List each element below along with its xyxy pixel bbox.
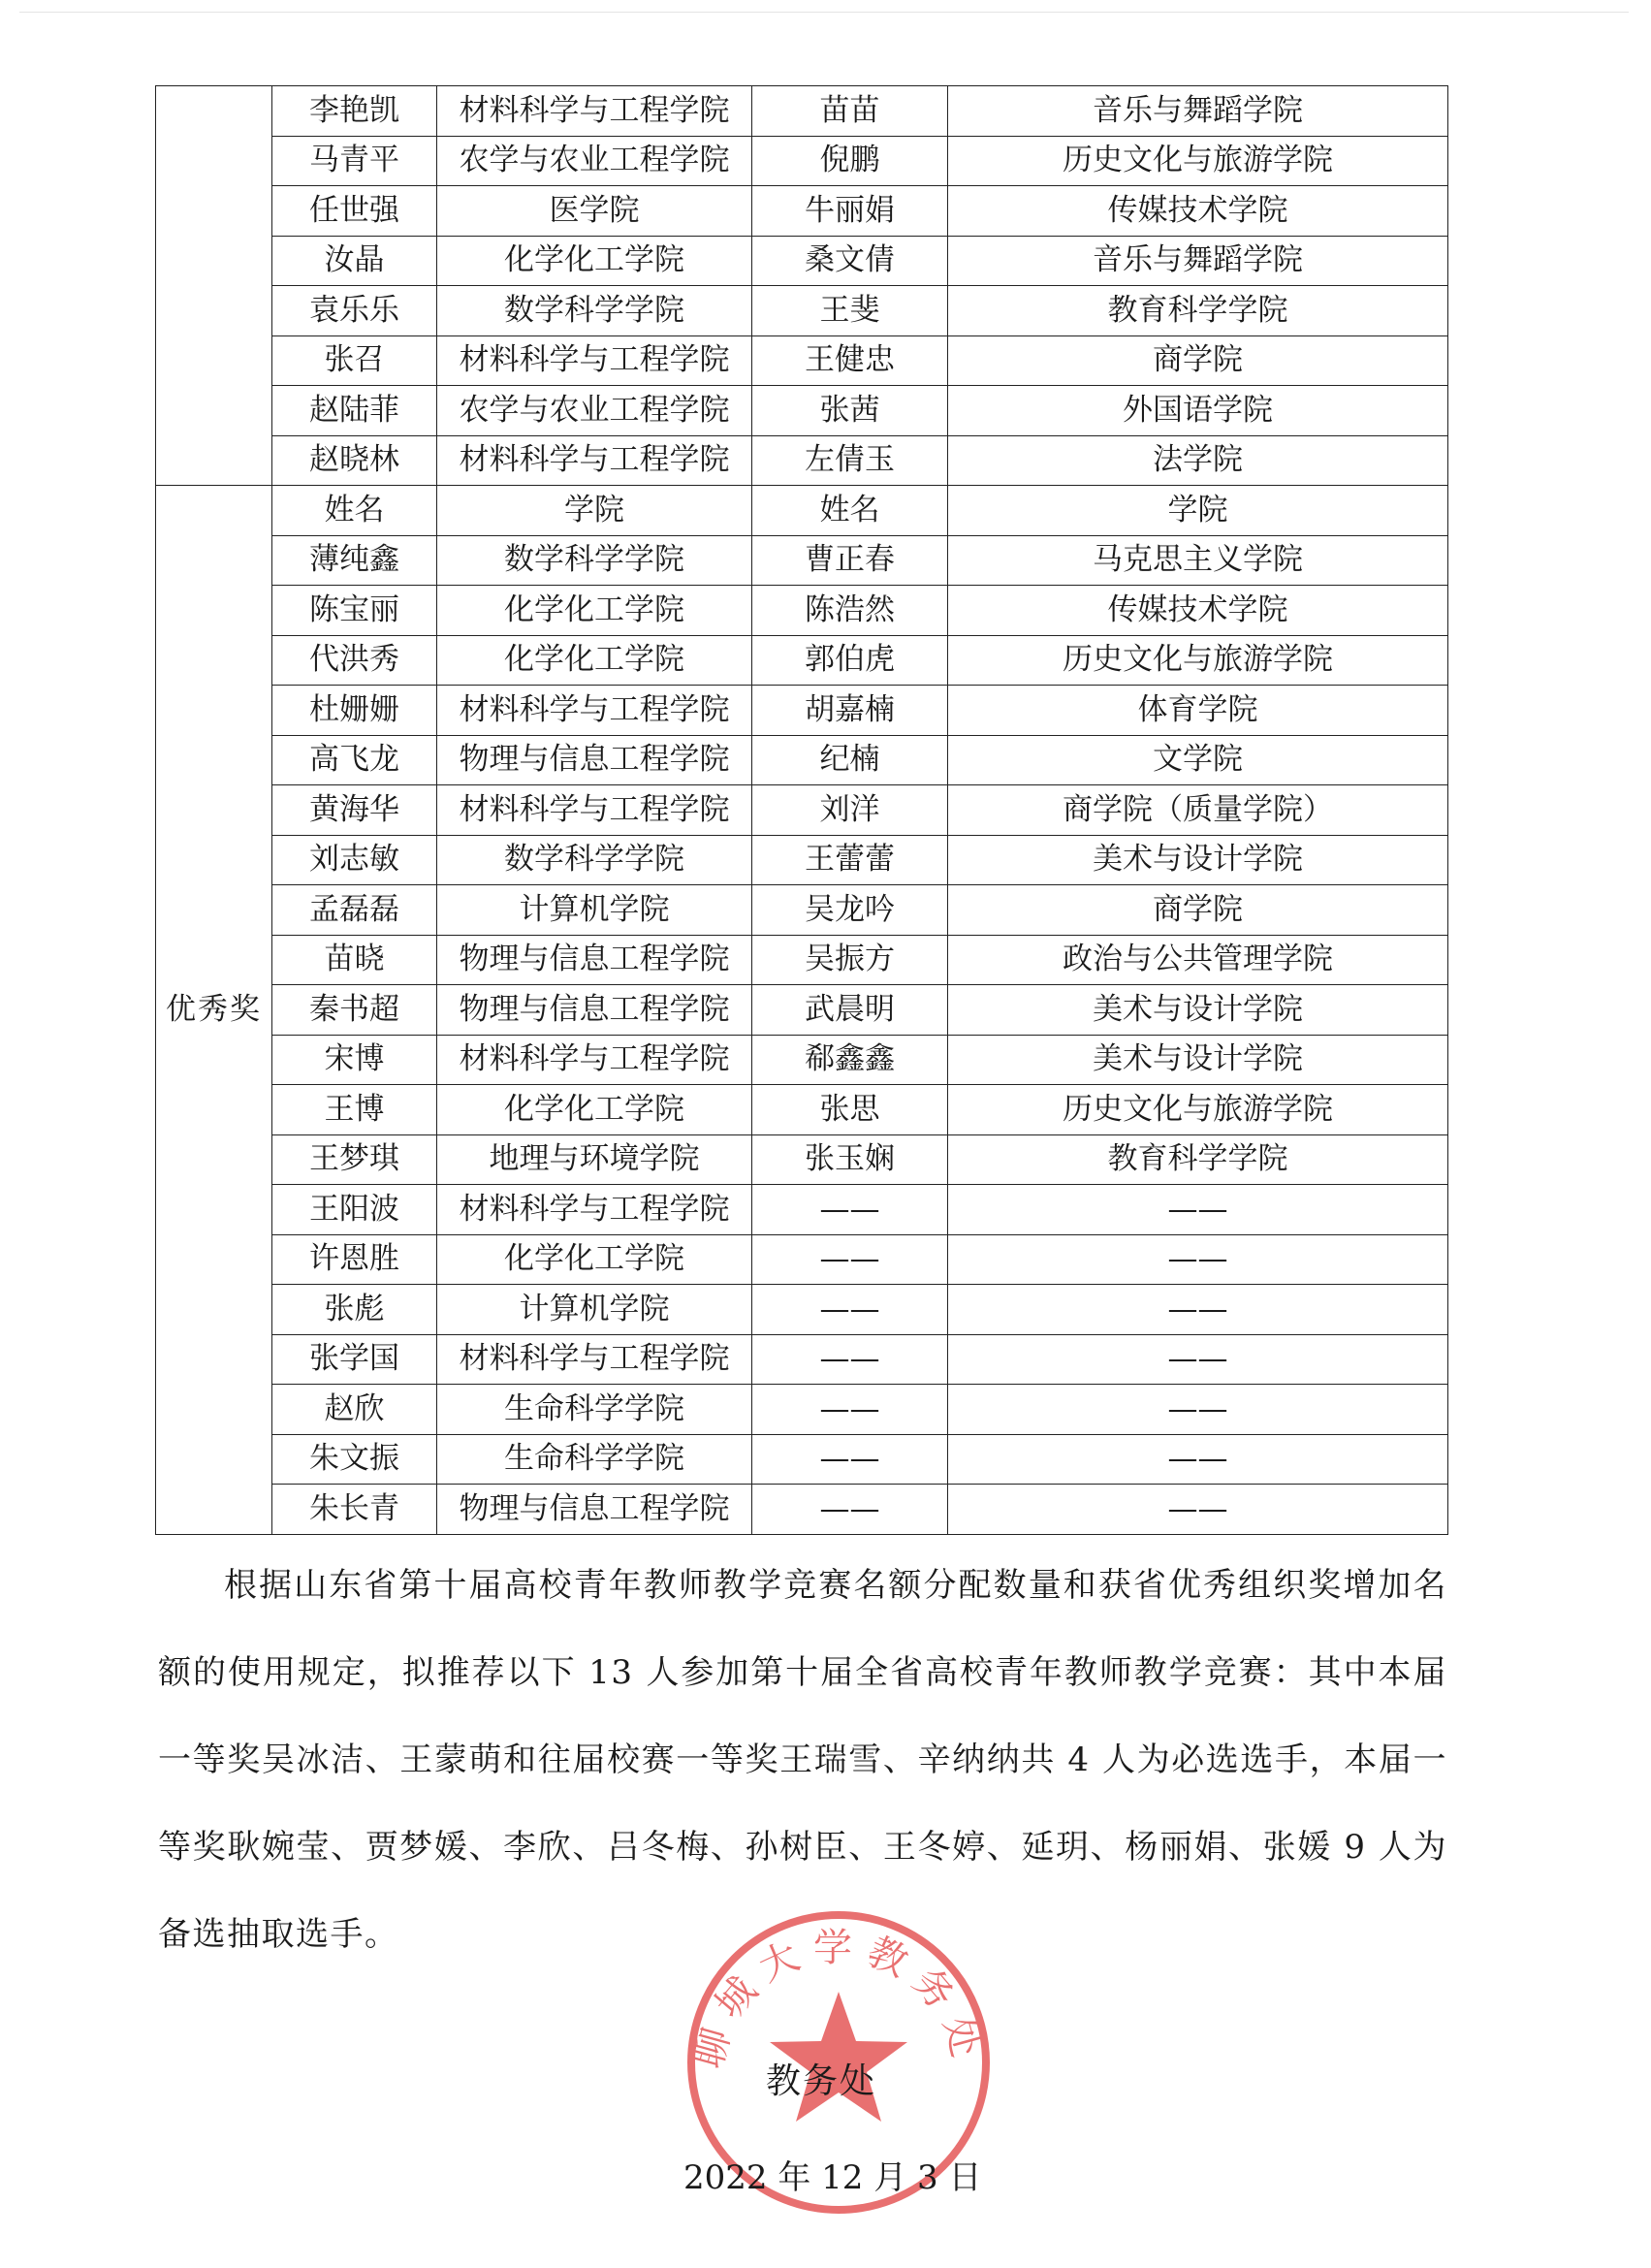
- cell-name1: 袁乐乐: [272, 286, 437, 336]
- cell-name1: 王阳波: [272, 1185, 437, 1235]
- cell-college2: 学院: [948, 486, 1448, 536]
- cell-college1: 化学化工学院: [437, 635, 752, 686]
- table-row: [156, 86, 1448, 137]
- cell-name2: 王健忠: [752, 335, 948, 386]
- scan-edge-line: [19, 12, 1629, 13]
- cell-college2: ——: [948, 1234, 1448, 1285]
- cell-college1: 数学科学学院: [437, 535, 752, 586]
- cell-college1: 物理与信息工程学院: [437, 985, 752, 1036]
- cell-name2: ——: [752, 1285, 948, 1335]
- cell-college2: 历史文化与旅游学院: [948, 1085, 1448, 1135]
- cell-name2: 张思: [752, 1085, 948, 1135]
- cell-name1: 高飞龙: [272, 735, 437, 785]
- cell-name2: 姓名: [752, 486, 948, 536]
- table-row: [156, 136, 1448, 186]
- cell-college1: 化学化工学院: [437, 1085, 752, 1135]
- cell-name1: 王梦琪: [272, 1134, 437, 1185]
- cell-college2: 教育科学学院: [948, 286, 1448, 336]
- table-row: [156, 335, 1448, 386]
- seal-text: 聊城大学教务处: [685, 1926, 992, 2073]
- cell-college2: 政治与公共管理学院: [948, 935, 1448, 985]
- cell-name2: 武晨明: [752, 985, 948, 1036]
- cell-name1: 张学国: [272, 1334, 437, 1385]
- cell-college1: 医学院: [437, 186, 752, 237]
- cell-name1: 秦书超: [272, 985, 437, 1036]
- cell-name2: 张玉娴: [752, 1134, 948, 1185]
- cell-college1: 生命科学学院: [437, 1434, 752, 1485]
- cell-name2: 胡嘉楠: [752, 686, 948, 736]
- table-row: [156, 1434, 1448, 1485]
- cell-name1: 朱长青: [272, 1485, 437, 1535]
- cell-name1: 赵晓林: [272, 435, 437, 486]
- cell-college2: 音乐与舞蹈学院: [948, 236, 1448, 286]
- signature-date: 2022 年 12 月 3 日: [683, 2158, 982, 2197]
- cell-college1: 物理与信息工程学院: [437, 1485, 752, 1535]
- cell-name1: 汝晶: [272, 236, 437, 286]
- table-row: [156, 1334, 1448, 1385]
- cell-name1: 代洪秀: [272, 635, 437, 686]
- category-cell-continued: [156, 86, 272, 486]
- cell-college2: 马克思主义学院: [948, 535, 1448, 586]
- cell-name2: ——: [752, 1185, 948, 1235]
- table-row: [156, 1285, 1448, 1335]
- cell-college2: 商学院: [948, 335, 1448, 386]
- cell-name2: 王蕾蕾: [752, 835, 948, 885]
- cell-college2: 传媒技术学院: [948, 586, 1448, 636]
- cell-college1: 学院: [437, 486, 752, 536]
- cell-name2: 苗苗: [752, 86, 948, 137]
- cell-name2: 吴振方: [752, 935, 948, 985]
- table-row: [156, 985, 1448, 1036]
- cell-name1: 杜姗姗: [272, 686, 437, 736]
- cell-college2: 商学院（质量学院）: [948, 785, 1448, 836]
- table-row: [156, 686, 1448, 736]
- award-category-cell: 优秀奖: [156, 486, 272, 1535]
- cell-college2: ——: [948, 1385, 1448, 1435]
- cell-name2: 吴龙吟: [752, 885, 948, 936]
- cell-college1: 化学化工学院: [437, 236, 752, 286]
- cell-college1: 材料科学与工程学院: [437, 1035, 752, 1085]
- cell-name1: 薄纯鑫: [272, 535, 437, 586]
- cell-college1: 农学与农业工程学院: [437, 386, 752, 436]
- cell-name1: 许恩胜: [272, 1234, 437, 1285]
- cell-name2: ——: [752, 1385, 948, 1435]
- cell-name1: 张彪: [272, 1285, 437, 1335]
- cell-college1: 地理与环境学院: [437, 1134, 752, 1185]
- signature-office: 教务处: [766, 2061, 877, 2101]
- cell-college2: 传媒技术学院: [948, 186, 1448, 237]
- table-row: [156, 1085, 1448, 1135]
- cell-name2: ——: [752, 1434, 948, 1485]
- cell-college1: 材料科学与工程学院: [437, 435, 752, 486]
- table-row: [156, 486, 1448, 536]
- cell-college2: ——: [948, 1185, 1448, 1235]
- cell-name2: 倪鹏: [752, 136, 948, 186]
- cell-college1: 农学与农业工程学院: [437, 136, 752, 186]
- cell-college2: 外国语学院: [948, 386, 1448, 436]
- cell-college1: 化学化工学院: [437, 586, 752, 636]
- cell-college2: 美术与设计学院: [948, 1035, 1448, 1085]
- cell-name2: 刘洋: [752, 785, 948, 836]
- cell-name1: 马青平: [272, 136, 437, 186]
- table-row: [156, 236, 1448, 286]
- cell-college2: 教育科学学院: [948, 1134, 1448, 1185]
- cell-name1: 孟磊磊: [272, 885, 437, 936]
- table-row: [156, 286, 1448, 336]
- cell-name2: 郭伯虎: [752, 635, 948, 686]
- cell-name2: 陈浩然: [752, 586, 948, 636]
- award-table-body: [156, 86, 1448, 1535]
- cell-college2: 历史文化与旅游学院: [948, 136, 1448, 186]
- cell-name1: 王博: [272, 1085, 437, 1135]
- cell-name2: 王斐: [752, 286, 948, 336]
- cell-college1: 物理与信息工程学院: [437, 735, 752, 785]
- award-list-table: [155, 85, 1448, 1535]
- cell-name2: 桑文倩: [752, 236, 948, 286]
- table-row: [156, 586, 1448, 636]
- cell-college1: 材料科学与工程学院: [437, 785, 752, 836]
- cell-college2: 历史文化与旅游学院: [948, 635, 1448, 686]
- cell-name1: 赵欣: [272, 1385, 437, 1435]
- cell-name1: 姓名: [272, 486, 437, 536]
- cell-college1: 材料科学与工程学院: [437, 686, 752, 736]
- cell-name1: 朱文振: [272, 1434, 437, 1485]
- table-row: [156, 386, 1448, 436]
- cell-college2: 美术与设计学院: [948, 835, 1448, 885]
- table-row: [156, 435, 1448, 486]
- table-row: [156, 785, 1448, 836]
- cell-college2: ——: [948, 1285, 1448, 1335]
- cell-name1: 黄海华: [272, 785, 437, 836]
- cell-college2: 文学院: [948, 735, 1448, 785]
- cell-college1: 材料科学与工程学院: [437, 1334, 752, 1385]
- cell-college2: ——: [948, 1334, 1448, 1385]
- table-row: [156, 835, 1448, 885]
- cell-name2: 左倩玉: [752, 435, 948, 486]
- table-row: [156, 735, 1448, 785]
- cell-college1: 材料科学与工程学院: [437, 335, 752, 386]
- cell-college2: 体育学院: [948, 686, 1448, 736]
- cell-college2: 美术与设计学院: [948, 985, 1448, 1036]
- cell-name2: 纪楠: [752, 735, 948, 785]
- table-row: [156, 635, 1448, 686]
- cell-name2: 曹正春: [752, 535, 948, 586]
- cell-name2: ——: [752, 1234, 948, 1285]
- cell-college1: 化学化工学院: [437, 1234, 752, 1285]
- cell-name1: 赵陆菲: [272, 386, 437, 436]
- cell-college1: 材料科学与工程学院: [437, 86, 752, 137]
- cell-college1: 材料科学与工程学院: [437, 1185, 752, 1235]
- cell-name1: 陈宝丽: [272, 586, 437, 636]
- cell-name1: 苗晓: [272, 935, 437, 985]
- cell-name2: 牛丽娟: [752, 186, 948, 237]
- cell-name1: 任世强: [272, 186, 437, 237]
- cell-college1: 数学科学学院: [437, 835, 752, 885]
- cell-name2: 张茜: [752, 386, 948, 436]
- cell-college2: 法学院: [948, 435, 1448, 486]
- cell-college2: ——: [948, 1485, 1448, 1535]
- cell-college2: 音乐与舞蹈学院: [948, 86, 1448, 137]
- table-row: [156, 935, 1448, 985]
- cell-name1: 张召: [272, 335, 437, 386]
- cell-name2: 郗鑫鑫: [752, 1035, 948, 1085]
- table-row: [156, 1234, 1448, 1285]
- recommendation-paragraph: 根据山东省第十届高校青年教师教学竞赛名额分配数量和获省优秀组织奖增加名额的使用规定，拟推荐以下 13 人参加第十届全省高校青年教师教学竞赛：其中本届一等奖吴冰洁、王蒙萌和往届校赛一等奖王瑞雪、辛纳纳共 4 人为必选选手，本届一等奖耿婉莹、贾梦媛、李欣、吕冬梅、孙树臣、王冬婷、延玥、杨丽娟、张媛 9 人为备选抽取选手。: [158, 1566, 1447, 1954]
- table-row: [156, 535, 1448, 586]
- table-row: [156, 1485, 1448, 1535]
- cell-name1: 宋博: [272, 1035, 437, 1085]
- cell-college1: 生命科学学院: [437, 1385, 752, 1435]
- table-row: [156, 1185, 1448, 1235]
- cell-name1: 刘志敏: [272, 835, 437, 885]
- cell-college1: 数学科学学院: [437, 286, 752, 336]
- table-row: [156, 1134, 1448, 1185]
- cell-college1: 物理与信息工程学院: [437, 935, 752, 985]
- table-row: [156, 1385, 1448, 1435]
- cell-college2: 商学院: [948, 885, 1448, 936]
- cell-college1: 计算机学院: [437, 1285, 752, 1335]
- cell-name2: ——: [752, 1334, 948, 1385]
- table-row: [156, 1035, 1448, 1085]
- table-row: [156, 186, 1448, 237]
- cell-name1: 李艳凯: [272, 86, 437, 137]
- cell-college2: ——: [948, 1434, 1448, 1485]
- table-row: [156, 885, 1448, 936]
- cell-college1: 计算机学院: [437, 885, 752, 936]
- cell-name2: ——: [752, 1485, 948, 1535]
